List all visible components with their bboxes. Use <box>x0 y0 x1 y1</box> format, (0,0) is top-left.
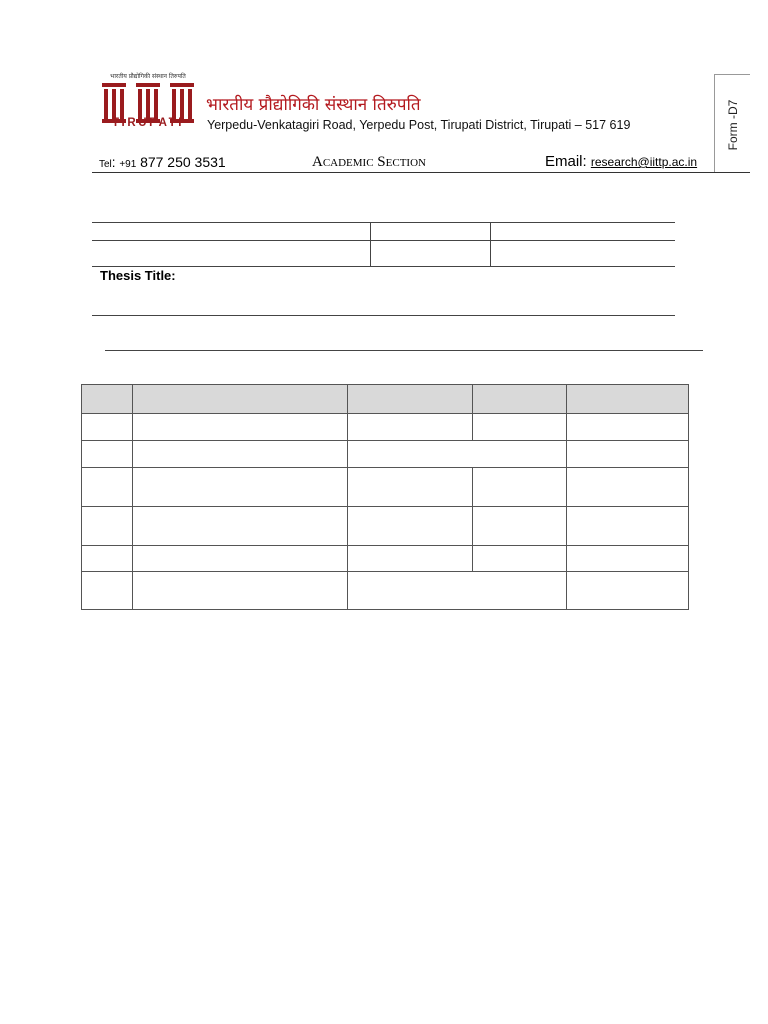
table-row <box>82 546 689 572</box>
separator-line <box>105 350 703 351</box>
form-number-label: Form -D7 <box>726 99 740 151</box>
table-header-cell <box>567 385 689 414</box>
table-cell <box>133 546 348 572</box>
table-cell <box>133 572 348 610</box>
table-header-cell <box>348 385 473 414</box>
email <box>545 153 697 170</box>
table-cell <box>82 546 133 572</box>
table-header-row <box>82 385 689 414</box>
thesis-title-label: Thesis Title: <box>100 268 176 283</box>
logo-wordmark: TIRUPATI <box>111 117 185 129</box>
table-cell <box>567 468 689 507</box>
table-cell <box>567 414 689 441</box>
institute-logo <box>100 72 196 132</box>
tel-prefix: +91 <box>119 159 137 170</box>
table-cell <box>133 468 348 507</box>
table-cell <box>473 507 567 546</box>
institute-address: Yerpedu-Venkatagiri Road, Yerpedu Post, Tirupati District, Tirupati – 517 619 <box>207 118 631 132</box>
tel-number: 877 250 3531 <box>140 154 226 170</box>
table-cell <box>133 441 348 468</box>
logo-hindi-caption: भारतीय प्रौद्योगिकी संस्थान तिरुपति <box>110 73 186 80</box>
table-cell <box>82 468 133 507</box>
details-top-line <box>92 222 675 223</box>
email-label: Email: <box>545 153 587 170</box>
telephone <box>99 154 226 170</box>
table-cell <box>348 414 473 441</box>
table-cell <box>82 414 133 441</box>
form-number-tab <box>714 74 750 172</box>
table-header-cell <box>133 385 348 414</box>
table-header-cell <box>473 385 567 414</box>
table-row <box>82 441 689 468</box>
table-row <box>82 572 689 610</box>
table-cell <box>133 507 348 546</box>
tel-label: Tel <box>99 159 112 170</box>
table-cell <box>473 468 567 507</box>
table-cell <box>82 507 133 546</box>
details-col-divider <box>490 222 491 266</box>
table-cell <box>348 441 567 468</box>
institute-name-hindi: भारतीय प्रौद्योगिकी संस्थान तिरुपति <box>206 95 421 115</box>
table-header-cell <box>82 385 133 414</box>
details-row-line <box>92 240 675 241</box>
table-cell <box>348 507 473 546</box>
table-row <box>82 414 689 441</box>
table-cell <box>348 572 567 610</box>
table-cell <box>348 468 473 507</box>
table-cell <box>348 546 473 572</box>
table-cell <box>567 572 689 610</box>
form-table <box>81 384 688 610</box>
table-cell <box>473 546 567 572</box>
details-row-line <box>92 266 675 267</box>
email-link[interactable]: research@iittp.ac.in <box>590 155 698 169</box>
thesis-title-bottom-line <box>92 315 675 316</box>
table-row <box>82 507 689 546</box>
section-title: Academic Section <box>312 154 426 170</box>
details-col-divider <box>370 222 371 266</box>
tel-colon: : <box>111 155 116 170</box>
table-row <box>82 468 689 507</box>
table-cell <box>567 507 689 546</box>
table-cell <box>567 441 689 468</box>
table-cell <box>133 414 348 441</box>
table-cell <box>82 572 133 610</box>
table-cell <box>473 414 567 441</box>
table-cell <box>567 546 689 572</box>
table-cell <box>82 441 133 468</box>
header-divider <box>92 172 750 173</box>
